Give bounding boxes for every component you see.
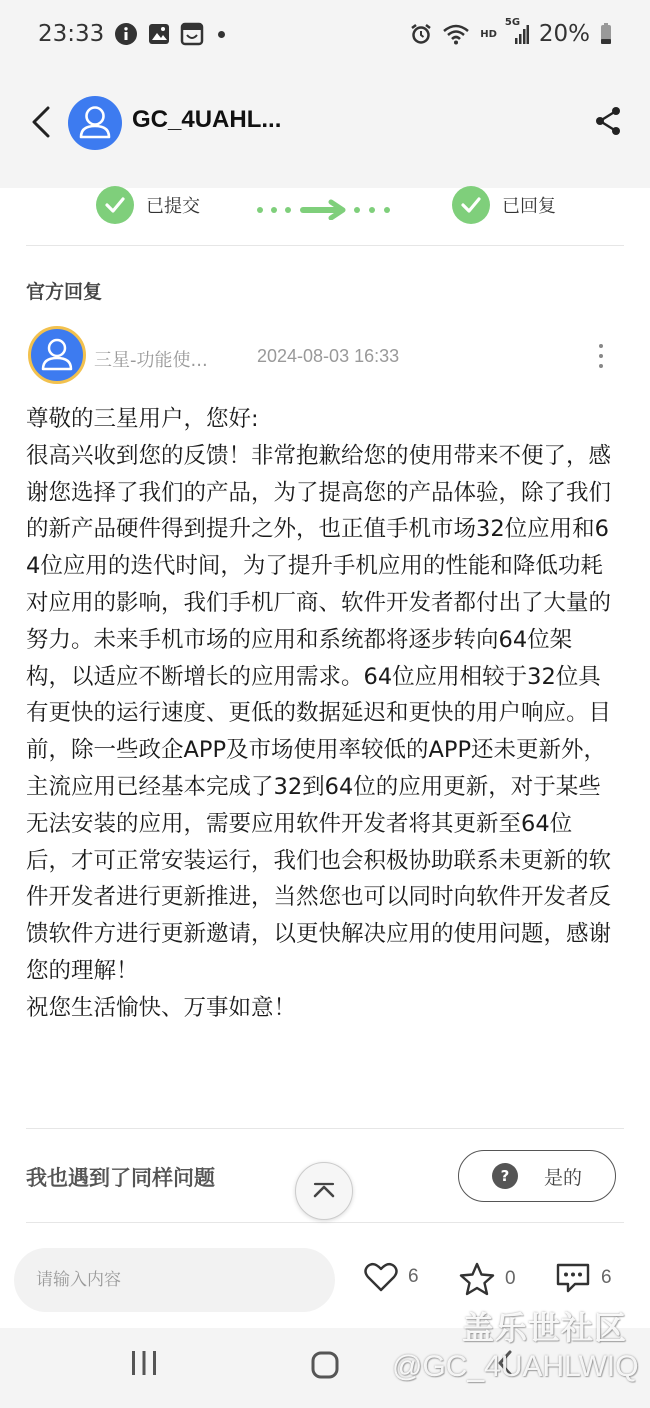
comment-icon — [555, 1262, 591, 1294]
comment-button[interactable] — [555, 1262, 612, 1294]
author-avatar[interactable] — [28, 326, 86, 384]
app-header — [0, 92, 650, 150]
favorite-count: 0 — [505, 1268, 516, 1289]
reply-timestamp: 2024-08-03 16:33 — [257, 346, 400, 366]
watermark-user: @GC_4UAHLWIQ — [392, 1350, 639, 1383]
user-avatar[interactable] — [68, 96, 122, 150]
battery-level: 20% — [538, 21, 590, 47]
reply-closing: 祝您生活愉快、万事如意！ — [26, 994, 297, 1021]
scroll-to-top-button[interactable] — [295, 1162, 353, 1220]
favorite-button[interactable] — [459, 1262, 516, 1296]
like-count: 6 — [408, 1266, 419, 1287]
comment-count: 6 — [601, 1267, 612, 1288]
battery-icon — [600, 23, 612, 45]
check-icon — [96, 186, 134, 224]
same-issue-label: 我也遇到了同样问题 — [26, 1166, 215, 1190]
status-bar — [0, 0, 650, 68]
recent-apps-icon[interactable] — [130, 1350, 158, 1376]
image-icon — [148, 23, 170, 45]
step-submitted-label: 已提交 — [146, 196, 200, 217]
share-icon[interactable] — [592, 104, 624, 138]
info-icon — [114, 22, 138, 46]
back-arrow-icon[interactable] — [26, 102, 56, 142]
divider — [26, 245, 624, 246]
section-title: 官方回复 — [26, 281, 103, 303]
divider — [26, 1128, 624, 1129]
comment-input[interactable] — [14, 1248, 335, 1312]
reply-body — [26, 401, 616, 1027]
reply-greeting: 尊敬的三星用户，您好: — [26, 406, 259, 432]
progress-arrow-icon — [255, 198, 395, 224]
network-hd-label: HD — [480, 28, 497, 40]
notification-dot — [218, 31, 225, 38]
like-button[interactable] — [364, 1262, 419, 1292]
status-progress — [0, 186, 650, 230]
more-options-icon[interactable] — [596, 344, 606, 368]
step-replied — [452, 186, 556, 224]
star-icon — [459, 1262, 495, 1296]
same-issue-yes-button[interactable] — [458, 1150, 616, 1202]
wifi-icon — [442, 23, 470, 45]
app-icon — [180, 22, 204, 46]
reply-paragraph: 很高兴收到您的反馈！非常抱歉给您的使用带来不便了，感谢您选择了我们的产品，为了提高您的产品体验，除了我们的新产品硬件得到提升之外，也正值手机市场32位应用和64位应用的迭代时间，为了提升手机应用的性能和降低功耗对应用的影响，我们手机厂商、软件开发者都付出了大量的努力。未来手机市场的应用和系统都将逐步转向64位架构，以适应不断增长的应用需求。64位应用相较于32位具有更快的运行速度、更低的数据延迟和更快的用户响应。目前，除一些政企APP及市场使用率较低的APP还未更新外，主流应用已经基本完成了32到64位的应用更新，对于某些无法安装的应用，需要应用软件开发者将其更新至64位后，才可正常安装运行，我们也会积极协助联系未更新的软件开发者进行更新推进，当然您也可以同时向软件开发者反馈软件方进行更新邀请，以更快解决应用的使用问题，感谢您的理解！ — [26, 442, 612, 984]
reply-author[interactable]: 三星-功能使... — [94, 350, 208, 371]
step-submitted — [96, 186, 200, 224]
alarm-icon — [410, 23, 432, 45]
signal-icon: 5G — [507, 23, 529, 45]
status-time: 23:33 — [38, 21, 105, 47]
home-icon[interactable] — [310, 1350, 340, 1380]
divider — [26, 1222, 624, 1223]
chevron-up-icon — [312, 1182, 336, 1200]
step-replied-label: 已回复 — [502, 196, 556, 217]
page-title: GC_4UAHL... — [132, 106, 282, 133]
heart-icon — [364, 1262, 398, 1292]
question-icon: ? — [492, 1163, 518, 1189]
reply-header — [26, 326, 624, 386]
yes-button-label: 是的 — [543, 1166, 582, 1189]
check-icon — [452, 186, 490, 224]
watermark-site: 盖乐世社区 — [462, 1309, 628, 1347]
